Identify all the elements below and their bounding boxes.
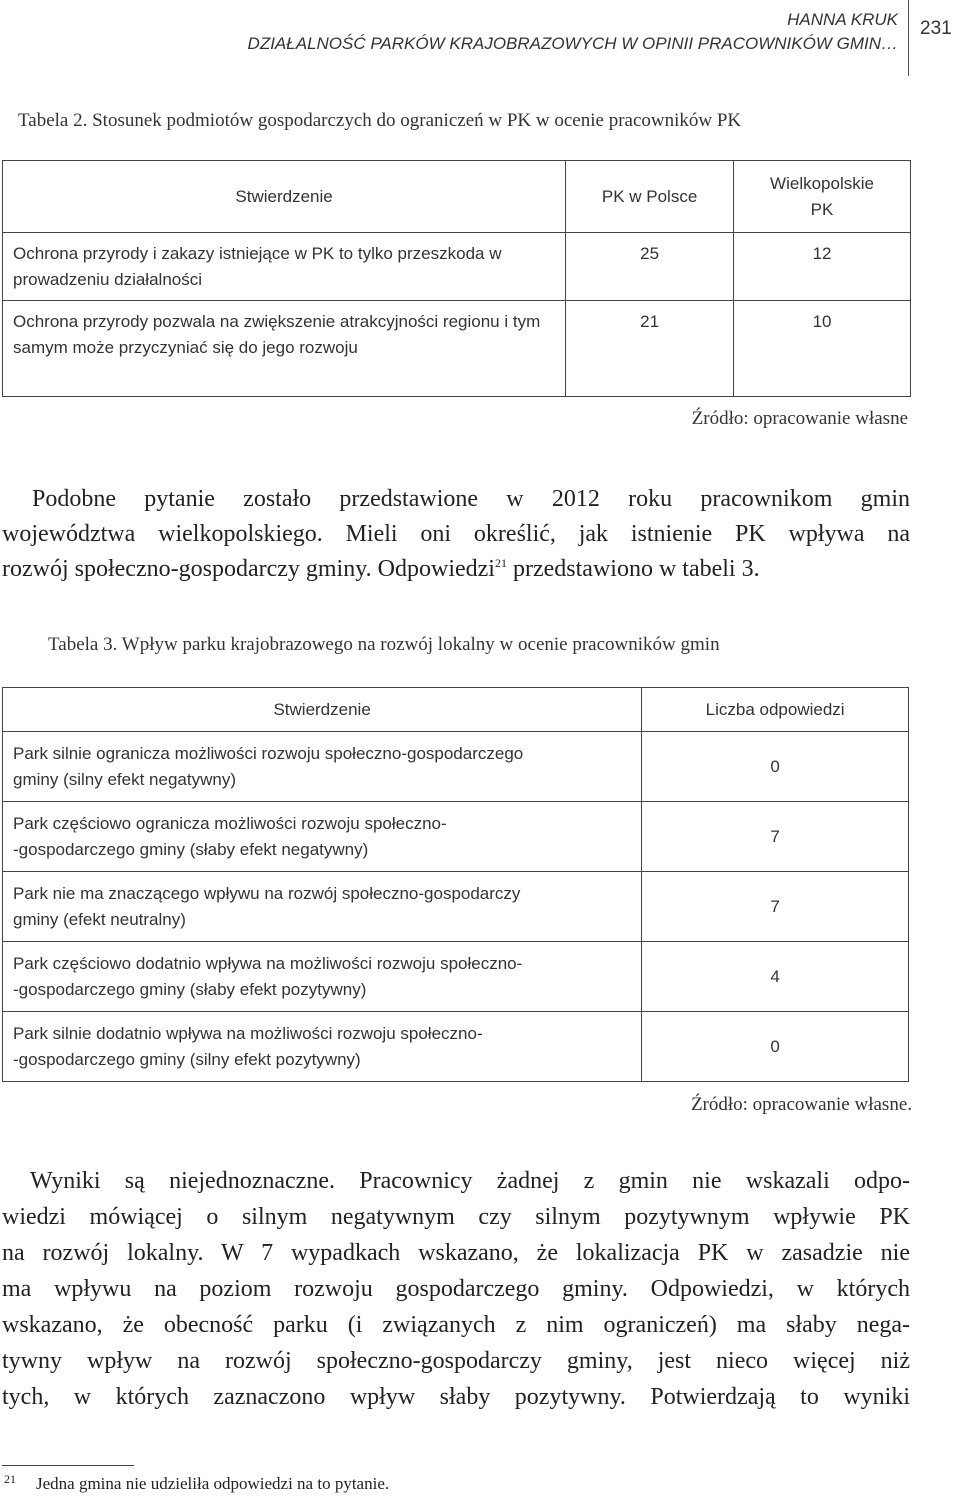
paragraph-text: rozwój społeczno-gospodarczy gminy. Odpowiedzi bbox=[2, 556, 495, 582]
table3-caption-text: Wpływ parku krajobrazowego na rozwój lokalny w ocenie pracowników gmin bbox=[121, 634, 720, 655]
statement-line: -gospodarczego gminy (słaby efekt negatywny) bbox=[13, 839, 369, 859]
count-cell: 0 bbox=[642, 732, 909, 802]
header-cell-statement: Stwierdzenie bbox=[3, 161, 566, 233]
table2-caption-label: Tabela 2. bbox=[18, 110, 88, 131]
paragraph-line: województwa wielkopolskiego. Mieli oni określić, jak istnienie PK wpływa na bbox=[2, 521, 910, 547]
header-cell-poland: PK w Polsce bbox=[566, 161, 734, 233]
body-paragraph-2 bbox=[2, 1163, 910, 1415]
paragraph-line: na rozwój lokalny. W 7 wypadkach wskazano, że lokalizacja PK w zasadzie nie bbox=[2, 1240, 910, 1266]
statement-line: Park częściowo ogranicza możliwości rozwoju społeczno- bbox=[13, 813, 447, 833]
count-cell: 7 bbox=[642, 802, 909, 872]
footnote-divider bbox=[2, 1465, 134, 1466]
paragraph-line: wiedzi mówiącej o silnym negatywnym czy silnym pozytywnym wpływie PK bbox=[2, 1204, 910, 1230]
running-header bbox=[178, 8, 898, 56]
paragraph-line: ma wpływu na poziom rozwoju gospodarczego gminy. Odpowiedzi, w których bbox=[2, 1276, 910, 1302]
table3-source: Źródło: opracowanie własne. bbox=[690, 1094, 912, 1115]
table-3 bbox=[2, 687, 909, 1082]
value-cell-wielkopolskie: 12 bbox=[734, 233, 911, 301]
paragraph-text: przedstawiono w tabeli 3. bbox=[506, 556, 760, 582]
value-cell-poland: 21 bbox=[566, 301, 734, 397]
statement-cell: Ochrona przyrody pozwala na zwiększenie atrakcyjności regionu i tym samym może przyczyniać się do jego rozwoju bbox=[3, 301, 566, 397]
table-row bbox=[3, 872, 909, 942]
table3-caption bbox=[48, 634, 720, 656]
statement-cell bbox=[3, 942, 642, 1012]
footnote bbox=[4, 1474, 389, 1494]
statement-line: Park nie ma znaczącego wpływu na rozwój społeczno-gospodarczy bbox=[13, 883, 521, 903]
table-row bbox=[3, 233, 911, 301]
paragraph-line: wskazano, że obecność parku (i związanych z nim ograniczeń) ma słaby nega- bbox=[2, 1312, 910, 1338]
statement-cell bbox=[3, 802, 642, 872]
statement-line: Park częściowo dodatnio wpływa na możliwości rozwoju społeczno- bbox=[13, 953, 523, 973]
body-paragraph-1 bbox=[2, 482, 910, 587]
statement-cell: Ochrona przyrody i zakazy istniejące w PK to tylko przeszkoda w prowadzeniu działalności bbox=[3, 233, 566, 301]
statement-cell bbox=[3, 1012, 642, 1082]
table-row bbox=[3, 301, 911, 397]
footnote-text: Jedna gmina nie udzieliła odpowiedzi na to pytanie. bbox=[36, 1474, 390, 1493]
table-header-row bbox=[3, 688, 909, 732]
value-cell-poland: 25 bbox=[566, 233, 734, 301]
table-row bbox=[3, 1012, 909, 1082]
table-row bbox=[3, 802, 909, 872]
statement-line: Park silnie dodatnio wpływa na możliwości rozwoju społeczno- bbox=[13, 1023, 483, 1043]
table3-caption-label: Tabela 3. bbox=[48, 634, 118, 655]
footnote-reference: 21 bbox=[494, 556, 507, 570]
header-divider bbox=[908, 0, 909, 76]
header-cell-wielkopolskie: Wielkopolskie PK bbox=[734, 161, 911, 233]
paragraph-line: tych, w których zaznaczono wpływ słaby pozytywny. Potwierdzają to wyniki bbox=[2, 1384, 910, 1410]
header-title: DZIAŁALNOŚĆ PARKÓW KRAJOBRAZOWYCH W OPINII PRACOWNIKÓW GMIN… bbox=[247, 34, 898, 53]
paragraph-line: Podobne pytanie zostało przedstawione w 2012 roku pracownikom gmin bbox=[32, 486, 910, 512]
count-cell: 0 bbox=[642, 1012, 909, 1082]
table-row bbox=[3, 942, 909, 1012]
value-cell-wielkopolskie: 10 bbox=[734, 301, 911, 397]
header-cell-statement: Stwierdzenie bbox=[3, 688, 642, 732]
table-header-row bbox=[3, 161, 911, 233]
page-number: 231 bbox=[920, 18, 952, 39]
table2-caption bbox=[18, 110, 741, 132]
table-2 bbox=[2, 160, 911, 397]
statement-cell bbox=[3, 872, 642, 942]
statement-line: gminy (efekt neutralny) bbox=[13, 909, 186, 929]
paragraph-line: Wyniki są niejednoznaczne. Pracownicy żadnej z gmin nie wskazali odpo- bbox=[30, 1168, 910, 1194]
statement-line: gminy (silny efekt negatywny) bbox=[13, 769, 236, 789]
statement-line: -gospodarczego gminy (słaby efekt pozytywny) bbox=[13, 979, 367, 999]
statement-line: -gospodarczego gminy (silny efekt pozytywny) bbox=[13, 1049, 361, 1069]
header-cell-count: Liczba odpowiedzi bbox=[642, 688, 909, 732]
statement-line: Park silnie ogranicza możliwości rozwoju społeczno-gospodarczego bbox=[13, 743, 524, 763]
count-cell: 7 bbox=[642, 872, 909, 942]
paragraph-line bbox=[2, 552, 910, 587]
table-row bbox=[3, 732, 909, 802]
header-author: HANNA KRUK bbox=[787, 10, 898, 29]
count-cell: 4 bbox=[642, 942, 909, 1012]
statement-cell bbox=[3, 732, 642, 802]
table2-caption-text: Stosunek podmiotów gospodarczych do ograniczeń w PK w ocenie pracowników PK bbox=[92, 110, 742, 131]
paragraph-line: tywny wpływ na rozwój społeczno-gospodarczy gminy, jest nieco więcej niż bbox=[2, 1348, 910, 1374]
table2-source: Źródło: opracowanie własne bbox=[691, 408, 908, 429]
footnote-number: 21 bbox=[4, 1472, 16, 1486]
